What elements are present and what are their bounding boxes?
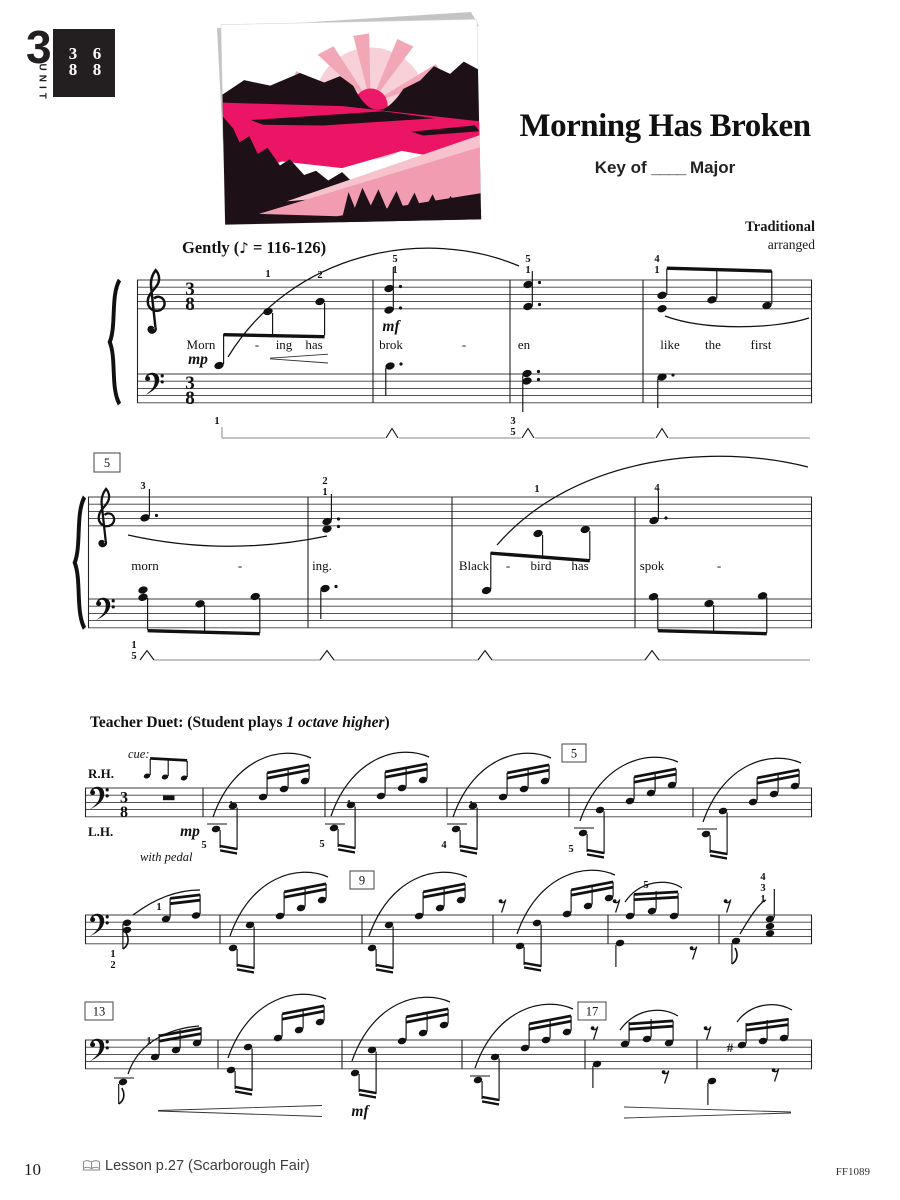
- pedal-fingering: 1: [214, 416, 220, 427]
- measure-number-box: 5: [570, 746, 578, 761]
- fingering: 5: [643, 880, 649, 891]
- fingering: 3: [760, 883, 766, 894]
- dynamic-mp: mp: [188, 351, 208, 368]
- fingering: 1: [392, 265, 398, 276]
- duet-dynamic-mp: mp: [180, 823, 200, 840]
- diminuendo-hairpin: [624, 1107, 791, 1118]
- lyric: -: [461, 337, 467, 352]
- lyric: Black: [458, 558, 490, 573]
- catalog-number: FF1089: [835, 1166, 870, 1178]
- pedal-fingering: 5: [510, 427, 516, 438]
- fingering: 1: [110, 949, 116, 960]
- duet-dynamic-mf: mf: [351, 1103, 369, 1120]
- dynamic-mf: mf: [382, 318, 400, 335]
- page-number: 10: [24, 1160, 41, 1179]
- pedal-fingering: 3: [510, 416, 516, 427]
- lyric: the: [705, 337, 721, 352]
- fingering: 2: [322, 476, 328, 487]
- duet-line-2: [85, 870, 812, 973]
- fingering: 1: [265, 269, 271, 280]
- fingering: 1: [534, 484, 540, 495]
- duet-line-3: [85, 994, 812, 1120]
- fingering: 3: [140, 481, 146, 492]
- lyric: -: [237, 558, 243, 573]
- badge-sig1-bottom: 8: [68, 60, 78, 79]
- lyric: bird: [530, 558, 552, 573]
- measure-number-box: 9: [358, 873, 366, 888]
- fingering: 5: [319, 839, 325, 850]
- time-sig-top: 3: [185, 279, 195, 300]
- fingering: 1: [760, 894, 766, 905]
- measure-number-box: 13: [92, 1004, 106, 1019]
- system-1: [110, 248, 812, 438]
- bass-fingering: 5: [131, 651, 137, 662]
- fingering: 5: [568, 844, 574, 855]
- fingering: 1: [322, 487, 328, 498]
- tempo-suffix: = 116-126): [248, 238, 327, 257]
- with-pedal: with pedal: [140, 850, 193, 864]
- badge-sig2-top: 6: [92, 44, 102, 63]
- time-sig-bottom: 8: [185, 294, 195, 315]
- lyric: first: [750, 337, 772, 352]
- fingering: 1: [146, 1036, 152, 1047]
- lesson-reference: [82, 1158, 310, 1174]
- measure-rest: [163, 796, 175, 801]
- key-prefix: Key of: [594, 158, 652, 177]
- measure-number-box: 17: [585, 1004, 599, 1019]
- system-2: [75, 453, 812, 662]
- duet-heading-prefix: Teacher Duet: (Student plays: [90, 714, 287, 731]
- duet-time-sig-top: 3: [120, 789, 128, 807]
- unit-label: UNIT: [36, 63, 48, 103]
- fingering: 5: [525, 254, 531, 265]
- lyric: -: [254, 337, 260, 352]
- fingering: 1: [468, 800, 474, 811]
- measure-number-box: 5: [103, 456, 111, 470]
- sharp-accidental: #: [726, 1040, 734, 1055]
- duet-heading-italic: 1 octave higher: [286, 714, 385, 731]
- fingering: 1: [156, 902, 162, 913]
- fingering: 2: [110, 960, 116, 971]
- fingering: 1: [228, 800, 234, 811]
- lesson-text: Lesson p.27 (Scarborough Fair): [105, 1158, 310, 1174]
- lyric: ing.: [312, 558, 332, 573]
- lyric: morn: [131, 558, 159, 573]
- fingering: 5: [201, 840, 207, 851]
- crescendo-hairpin: [270, 354, 328, 363]
- fingering: 4: [760, 872, 766, 883]
- fingering: 1: [654, 265, 660, 276]
- crescendo-hairpin: [158, 1106, 322, 1117]
- lyric: has: [305, 337, 323, 352]
- fingering: 1: [525, 265, 531, 276]
- cue-label: cue:: [128, 747, 150, 761]
- pedal-marks: [386, 429, 668, 439]
- pedal-marks: [140, 651, 659, 661]
- credit-traditional: Traditional: [745, 219, 815, 235]
- time-sig-bottom-bass: 8: [185, 388, 195, 409]
- fingering: 1: [346, 799, 352, 810]
- lyric: en: [517, 337, 531, 352]
- lyric: ing: [275, 337, 293, 352]
- tempo-prefix: Gently (: [182, 238, 240, 257]
- lyric: brok: [379, 337, 403, 352]
- duet-time-sig-bottom: 8: [120, 804, 128, 821]
- eighth-note-icon: ♪: [239, 239, 249, 257]
- lh-label: L.H.: [88, 824, 114, 839]
- lyric: -: [505, 558, 511, 573]
- credit-arranged: arranged: [767, 237, 815, 252]
- duet-heading-suffix: ): [384, 714, 390, 731]
- rh-label: R.H.: [88, 766, 114, 781]
- piece-title: Morning Has Broken: [519, 108, 811, 144]
- lyric: Morn: [186, 337, 216, 352]
- fingering: 4: [654, 254, 660, 265]
- time-sig-top-bass: 3: [185, 373, 195, 394]
- badge-sig1-top: 3: [68, 44, 78, 63]
- phrase-slur-2: [497, 456, 808, 545]
- fingering: 2: [317, 270, 323, 281]
- fingering: 5: [392, 254, 398, 265]
- lyric: has: [571, 558, 589, 573]
- cue-notes: [143, 757, 188, 781]
- badge-sig2-bottom: 8: [92, 60, 102, 79]
- key-blank: ____: [651, 158, 686, 177]
- key-suffix: Major: [685, 158, 736, 177]
- lyric: -: [716, 558, 722, 573]
- lyric: spok: [639, 558, 665, 573]
- bass-fingering: 1: [131, 640, 137, 651]
- lyric: like: [660, 337, 680, 352]
- duet-line-1: [85, 744, 812, 864]
- unit-number: 3: [26, 21, 50, 73]
- open-book-icon: [82, 1159, 102, 1173]
- fingering: 4: [654, 483, 660, 494]
- fingering: 4: [441, 840, 447, 851]
